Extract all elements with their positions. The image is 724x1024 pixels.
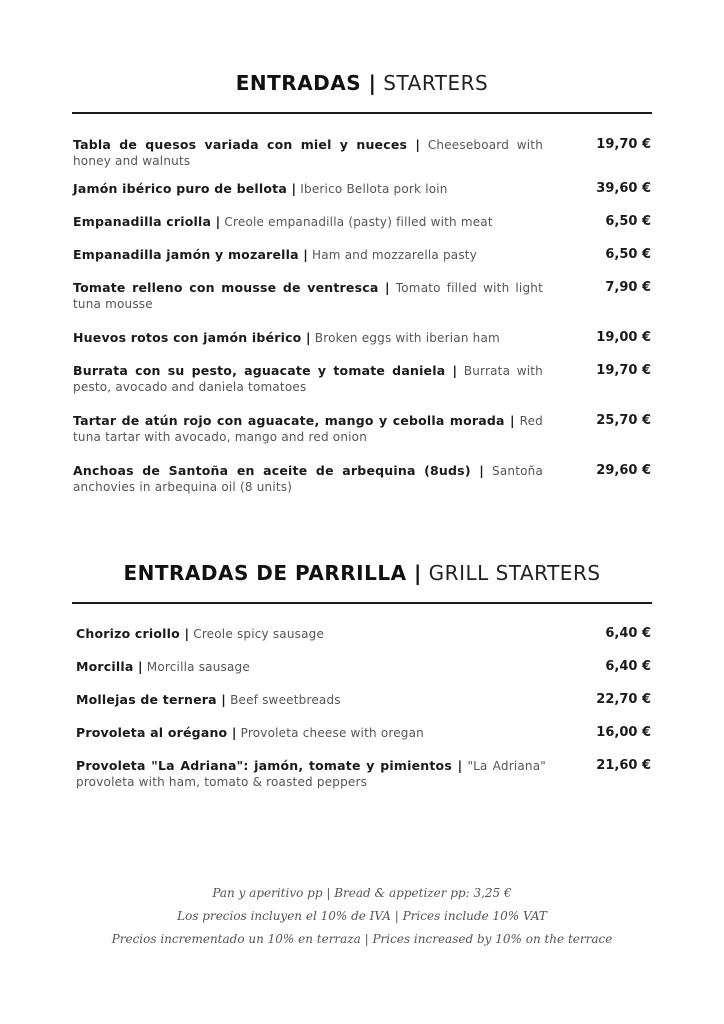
item-name-es: Tartar de atún rojo con aguacate, mango y cebolla morada | bbox=[73, 413, 515, 428]
grill-title-en: GRILL STARTERS bbox=[428, 561, 601, 585]
item-name-es: Tabla de quesos variada con miel y nueces | bbox=[73, 137, 421, 152]
menu-item bbox=[73, 247, 651, 263]
item-name-es: Huevos rotos con jamón ibérico | bbox=[73, 330, 311, 345]
item-name-en: Santoña anchovies in arbequina oil (8 units) bbox=[73, 464, 543, 494]
item-name-en: Provoleta cheese with oregan bbox=[240, 726, 424, 740]
item-name-en: Broken eggs with iberian ham bbox=[314, 331, 500, 345]
item-price: 25,70 € bbox=[596, 413, 651, 428]
item-name-en: Creole spicy sausage bbox=[193, 627, 325, 641]
footer-notes bbox=[0, 882, 724, 951]
menu-item bbox=[76, 758, 651, 790]
menu-item bbox=[73, 330, 651, 346]
item-name-en: Burrata with pesto, avocado and daniela tomatoes bbox=[73, 364, 543, 394]
menu-item bbox=[73, 137, 651, 169]
menu-item bbox=[73, 413, 651, 445]
item-price: 22,70 € bbox=[596, 692, 651, 707]
item-price: 6,40 € bbox=[605, 626, 651, 641]
item-price: 19,00 € bbox=[596, 330, 651, 345]
footer-terrace-note: Precios incrementado un 10% en terraza | Prices increased by 10% on the terrace bbox=[111, 932, 613, 946]
menu-item bbox=[76, 692, 651, 708]
item-price: 6,50 € bbox=[605, 214, 651, 229]
item-price: 19,70 € bbox=[596, 137, 651, 152]
item-name-es: Mollejas de ternera | bbox=[76, 692, 227, 707]
item-name-en: Beef sweetbreads bbox=[230, 693, 341, 707]
item-name-en: Creole empanadilla (pasty) filled with meat bbox=[224, 215, 493, 229]
item-name-es: Burrata con su pesto, aguacate y tomate daniela | bbox=[73, 363, 458, 378]
menu-item bbox=[73, 280, 651, 312]
item-name-en: Cheeseboard with honey and walnuts bbox=[73, 138, 543, 168]
footer-bread-note: Pan y aperitivo pp | Bread & appetizer pp: 3,25 € bbox=[212, 886, 512, 900]
item-name-es: Anchoas de Santoña en aceite de arbequina (8uds) | bbox=[73, 463, 485, 478]
item-price: 16,00 € bbox=[596, 725, 651, 740]
item-name-en: Morcilla sausage bbox=[146, 660, 250, 674]
footer-vat-note: Los precios incluyen el 10% de IVA | Prices include 10% VAT bbox=[177, 909, 547, 923]
menu-item bbox=[73, 363, 651, 395]
item-name-es: Provoleta al orégano | bbox=[76, 725, 237, 740]
item-name-es: Morcilla | bbox=[76, 659, 143, 674]
item-name-en: Tomato filled with light tuna mousse bbox=[73, 281, 543, 311]
grill-title-es: ENTRADAS DE PARRILLA | bbox=[123, 561, 422, 585]
item-price: 6,40 € bbox=[605, 659, 651, 674]
menu-item bbox=[76, 725, 651, 741]
starters-section-title bbox=[0, 71, 724, 95]
menu-item bbox=[76, 626, 651, 642]
starters-title-es: ENTRADAS | bbox=[235, 71, 377, 95]
item-price: 21,60 € bbox=[596, 758, 651, 773]
menu-item bbox=[73, 214, 651, 230]
menu-item bbox=[76, 659, 651, 675]
item-price: 29,60 € bbox=[596, 463, 651, 478]
item-name-es: Chorizo criollo | bbox=[76, 626, 190, 641]
grill-section-title bbox=[0, 561, 724, 585]
item-name-en: "La Adriana" provoleta with ham, tomato & roasted peppers bbox=[76, 759, 547, 789]
item-name-es: Jamón ibérico puro de bellota | bbox=[73, 181, 297, 196]
item-name-en: Iberico Bellota pork loin bbox=[300, 182, 448, 196]
item-name-es: Provoleta "La Adriana": jamón, tomate y pimientos | bbox=[76, 758, 463, 773]
item-name-es: Empanadilla jamón y mozarella | bbox=[73, 247, 309, 262]
item-name-en: Red tuna tartar with avocado, mango and red onion bbox=[73, 414, 543, 444]
starters-divider bbox=[72, 112, 652, 114]
item-price: 7,90 € bbox=[605, 280, 651, 295]
item-price: 39,60 € bbox=[596, 181, 651, 196]
item-name-es: Tomate relleno con mousse de ventresca | bbox=[73, 280, 390, 295]
grill-divider bbox=[72, 602, 652, 604]
starters-title-en: STARTERS bbox=[383, 71, 489, 95]
menu-item bbox=[73, 181, 651, 197]
item-price: 19,70 € bbox=[596, 363, 651, 378]
item-name-en: Ham and mozzarella pasty bbox=[312, 248, 478, 262]
item-price: 6,50 € bbox=[605, 247, 651, 262]
menu-item bbox=[73, 463, 651, 495]
item-name-es: Empanadilla criolla | bbox=[73, 214, 221, 229]
